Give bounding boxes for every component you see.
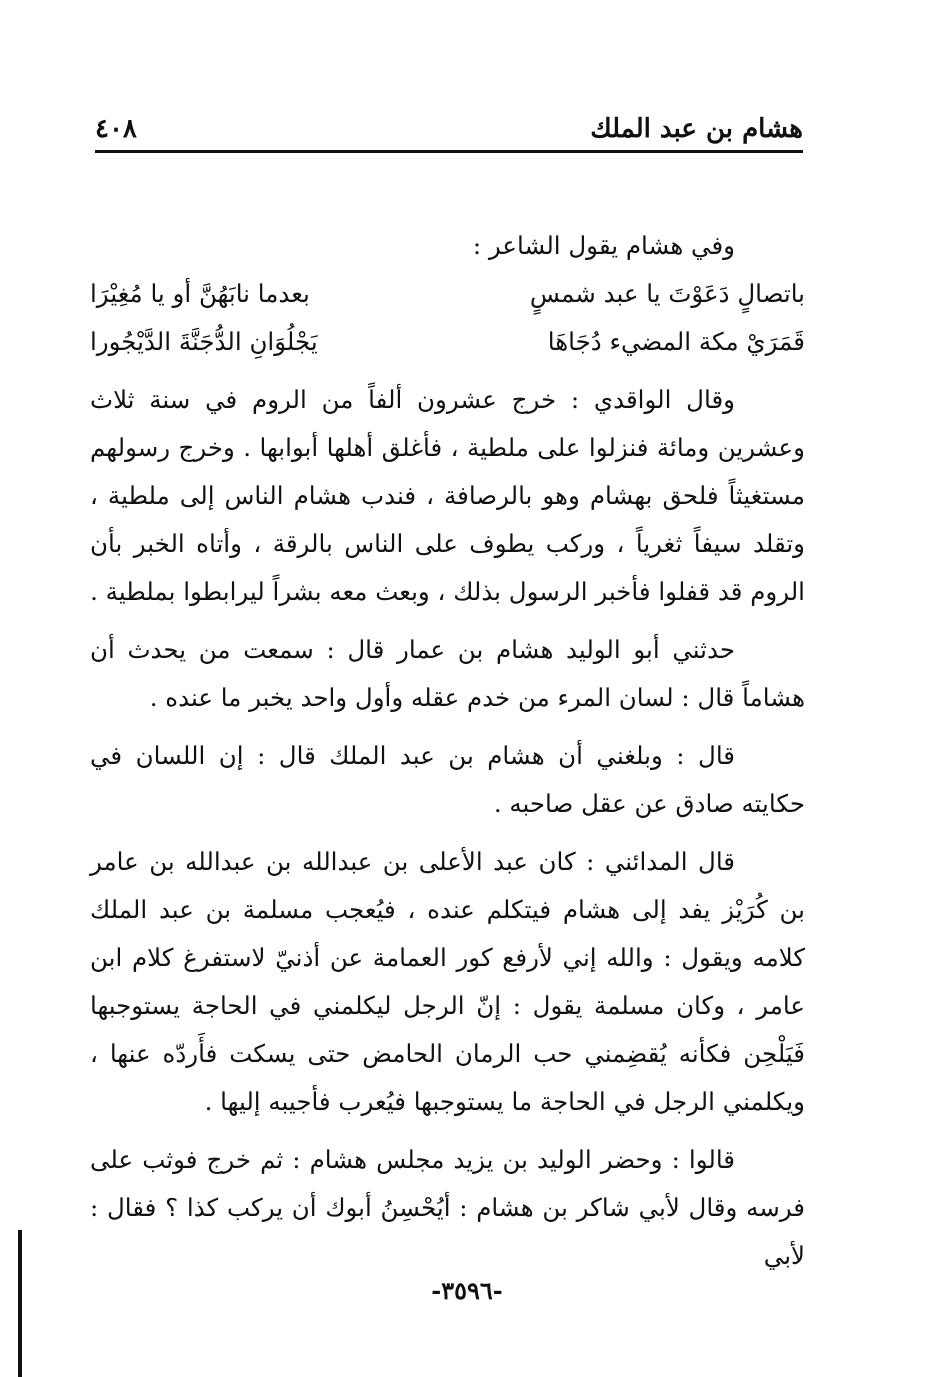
header-rule <box>95 150 803 153</box>
header-title: هشام بن عبد الملك <box>590 114 803 144</box>
running-header <box>95 108 803 150</box>
verse-hemistich-right: قَمَرَيْ مكة المضيء دُجَاهَا <box>547 327 805 356</box>
verse-line <box>90 318 805 366</box>
footer-folio: -٣٥٩٦- <box>431 1276 503 1305</box>
verse-hemistich-left: يَجْلُوَانِ الدُّجَنَّةَ الدَّيْجُورا <box>90 327 318 356</box>
verse-hemistich-left: بعدما نابَهُنَّ أو يا مُغِيْرَا <box>90 279 310 308</box>
verse-intro: وفي هشام يقول الشاعر : <box>472 231 735 260</box>
paragraph: وقال الواقدي : خرج عشرون ألفاً من الروم في سنة ثلاث وعشرين ومائة فنزلوا على ملطية ، فأغلق أهلها أبوابها . وخرج رسولهم مستغيثاً فلحق بهشام وهو بالرصافة ، فندب هشام الناس إلى ملطية ، وتقلد سيفاً ثغرياً ، وركب يطوف على الناس بالرقة ، وأتاه الخبر بأن الروم قد قفلوا فأخبر الرسول بذلك ، وبعث معه بشراً ليرابطوا بملطية . <box>90 385 805 606</box>
verse-line <box>90 270 805 318</box>
paragraph: حدثني أبو الوليد هشام بن عمار قال : سمعت من يحدث أن هشاماً قال : لسان المرء من خدم عقله وأول واحد يخبر ما عنده . <box>90 635 805 712</box>
paragraph: قال المدائني : كان عبد الأعلى بن عبدالله بن عبدالله بن عامر بن كُرَيْز يفد إلى هشام فيتكلم عنده ، فيُعجب مسلمة بن عبد الملك كلامه ويقول : والله إني لأرفع كور العمامة عن أذنيّ لاستفرغ كلام ابن عامر ، وكان مسلمة يقول : إنّ الرجل ليكلمني في الحاجة يستوجبها فَيَلْحِن فكأنه يُقضِمني حب الرمان الحامض حتى يسكت فأَردّه عنها ، ويكلمني الرجل في الحاجة ما يستوجبها فيُعرب فأجيبه إليها . <box>90 847 805 1116</box>
main-text <box>90 222 805 1280</box>
page-number: ٤٠٨ <box>95 114 137 144</box>
paragraph: قال : وبلغني أن هشام بن عبد الملك قال : إن اللسان في حكايته صادق عن عقل صاحبه . <box>90 741 805 818</box>
paragraph: قالوا : وحضر الوليد بن يزيد مجلس هشام : ثم خرج فوثب على فرسه وقال لأبي شاكر بن هشام : أيُحْسِنُ أبوك أن يركب كذا ؟ فقال : لأبي <box>90 1145 805 1270</box>
scan-edge-mark <box>18 1230 22 1377</box>
verse-hemistich-right: باتصالٍ دَعَوْتَ يا عبد شمسٍ <box>529 279 805 308</box>
